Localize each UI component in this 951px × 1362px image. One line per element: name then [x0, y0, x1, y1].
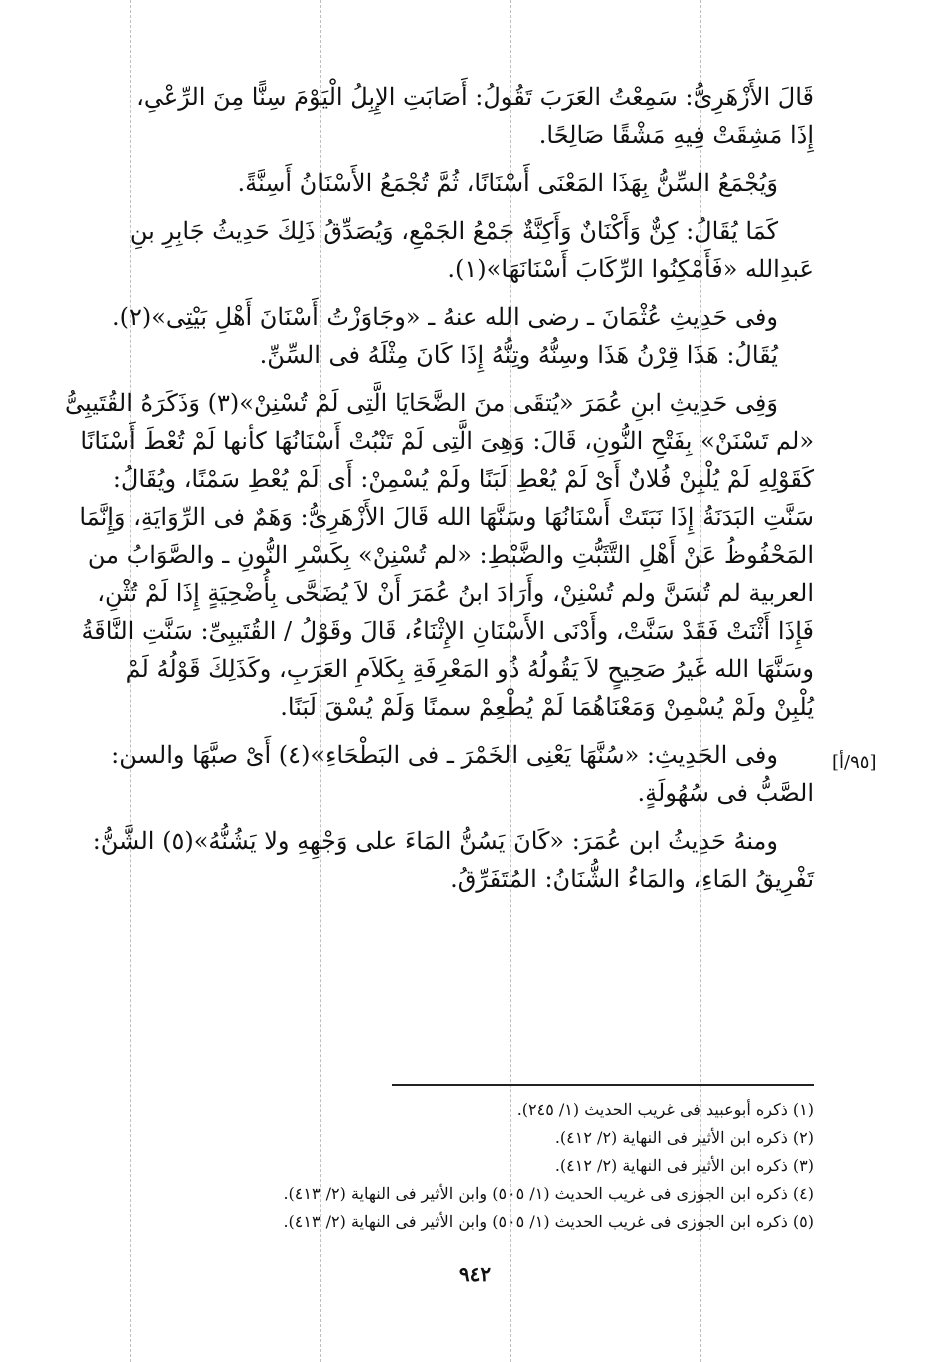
- footnote: (٣) ذكره ابن الأثير فى النهاية (٢/ ٤١٢).: [554, 1156, 814, 1175]
- text-line: تَفْرِيقُ المَاءِ، والمَاءُ الشُّنَانُ: المُتَفَرِّقُ.: [450, 865, 814, 893]
- text-line: وَيُجْمَعُ السِّنُّ بِهَذَا المَعْنَى أَسْنَانًا، ثُمَّ تُجْمَعُ الأَسْنَانُ أَسِنَّةً.: [237, 169, 778, 197]
- text-line: وَفِى حَدِيثِ ابنِ عُمَرَ «يُتقَى منَ الضَّحَايَا الَّتِى لَمْ تُسْنِنْ»(٣) وَذَكَرَهُ القُتَيبِىُّ: [65, 389, 778, 417]
- text-line: فَإِذَا أَثْنَتْ فَقَدْ سَنَّتْ، وأَدْنَى الأَسْنَانِ الإِثْنَاءُ، قَالَ وقَوْلُ / القُتَيبِىِّ: سَنَّتِ النَّاقَةُ: [81, 617, 814, 645]
- footnote: (٤) ذكره ابن الجوزى فى غريب الحديث (١/ ٥٠٥) وابن الأثير فى النهاية (٢/ ٤١٣).: [283, 1184, 814, 1203]
- footnote: (١) ذكره أبوعبيد فى غريب الحديث (١/ ٢٤٥).: [516, 1100, 814, 1119]
- text-line: وسَنَّهَا الله غَيرُ صَحِيحٍ لاَ يَقُولُهُ ذُو المَعْرِفَةِ بِكَلاَمِ العَرَبِ، وكَذَلِكَ قَوْلُهُ لَمْ: [125, 655, 814, 683]
- text-line: العربية لم تُسَنَّ ولم تُسْنِنْ، وأَرَادَ ابنُ عُمَرَ أَنْ لاَ يُضَحَّى بِأُضْحِيَةٍ إِذَا لَمْ تُثْنِ،: [97, 579, 814, 607]
- text-line: كَقَوْلِهِ لَمْ يُلْبِنْ فُلانٌ أَىْ لَمْ يُعْطِ لَبَنًا ولَمْ يُسْمِنْ: أَى لَمْ يُعْطِ سَمْنًا، ويُقَالُ:: [112, 465, 814, 493]
- main-text: [65, 78, 814, 898]
- text-line: المَحْفُوظُ عَنْ أَهْلِ التَّثَبُّتِ والضَّبْطِ: «لم تُسْنِنْ» بِكَسْرِ النُّونِ ـ والصَّوَابُ من: [87, 541, 814, 569]
- text-line: سَنَّتِ البَدَنَةُ إِذَا نَبَتَتْ أَسْنَانُهَا وسَنَّهَا الله قَالَ الأَزْهَرِىُّ: وَهَمٌ فى الرِّوَايَةِ، وَإِنَّمَا: [79, 503, 814, 531]
- text-line: وفى الحَدِيثِ: «سُنَّهَا يَعْنِى الخَمْرَ ـ فى البَطْحَاءِ»(٤) أَىْ صبَّهَا والسن:: [111, 741, 778, 769]
- text-line: «لم تَسْنَنْ» بِفَتْحِ النُّونِ، قَالَ: وَهِىَ الَّتِى لَمْ تَنْبُتْ أَسْنَانُهَا كأنها لَمْ تُعْطَ أَسْنَانًا: [80, 427, 814, 455]
- footnote: (٢) ذكره ابن الأثير فى النهاية (٢/ ٤١٢).: [554, 1128, 814, 1147]
- footnotes: [120, 1096, 814, 1236]
- text-line: ومنهُ حَدِيثُ ابن عُمَرَ: «كَانَ يَسُنُّ المَاءَ على وَجْهِهِ ولا يَشُنُّهُ»(٥) الشَّنُّ:: [92, 827, 778, 855]
- text-line: إِذَا مَشِقَتْ فِيهِ مَشْقًا صَالِحًا.: [538, 121, 814, 149]
- page-number: ٩٤٢: [458, 1262, 492, 1286]
- text-line: يُلْبِنْ ولَمْ يُسْمِنْ وَمَعْنَاهُمَا لَمْ يُطْعِمْ سمنًا وَلَمْ يُسْقَ لَبَنًا.: [280, 693, 814, 721]
- footnote: (٥) ذكره ابن الجوزى فى غريب الحديث (١/ ٥٠٥) وابن الأثير فى النهاية (٢/ ٤١٣).: [283, 1212, 814, 1231]
- footnote-divider: [392, 1084, 814, 1086]
- text-line: يُقَالُ: هَذَا قِرْنُ هَذَا وسِنُّهُ وتِنُّهُ إِذَا كَانَ مِثْلَهُ فى السِّنِّ.: [259, 341, 778, 369]
- text-line: عَبدِالله «فَأَمْكِنُوا الرِّكَابَ أَسْنَانَهَا»(١).: [447, 255, 814, 283]
- folio-marker: [٩٥/أ]: [832, 752, 877, 773]
- text-line: كَمَا يُقَالُ: كِنٌّ وَأَكْنَانٌ وَأَكِنَّةٌ جَمْعُ الجَمْعِ، وَيُصَدِّقُ ذَلِكَ حَدِيثُ جَابِرِ بنِ: [129, 217, 778, 245]
- text-line: الصَّبُّ فى سُهُولَةٍ.: [637, 779, 814, 807]
- text-line: وفى حَدِيثِ عُثْمَانَ ـ رضى الله عنهُ ـ «وجَاوَزْتُ أَسْنَانَ أَهْلِ بَيْتِى»(٢).: [111, 303, 778, 331]
- text-line: قَالَ الأَزْهَرِىُّ: سَمِعْتُ العَرَبَ تَقُولُ: أَصَابَتِ الإِبِلُ الْيَوْمَ سِنًّا مِنَ الرِّعْىِ،: [136, 83, 814, 111]
